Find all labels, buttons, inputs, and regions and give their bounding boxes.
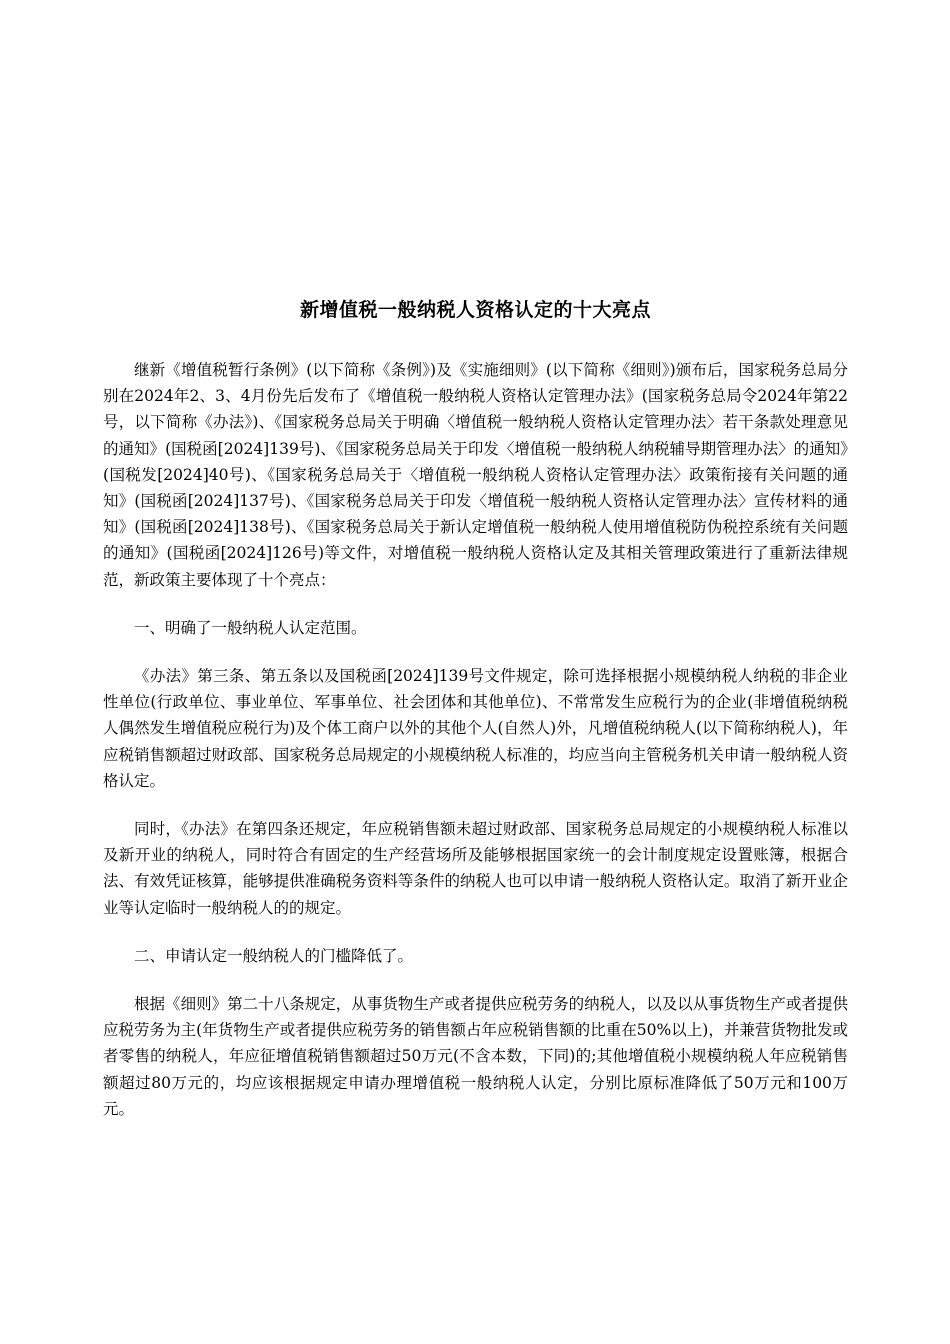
document-body <box>103 357 848 1144</box>
paragraph-intro: 继新《增值税暂行条例》(以下简称《条例》)及《实施细则》(以下简称《细则》)颁布后，国家税务总局分别在2024年2、3、4月份先后发布了《增值税一般纳税人资格认定管理办法》(国家税务总局令2024年第22号，以下简称《办法》)、《国家税务总局关于明确〈增值税一般纳税人资格认定管理办法〉若干条款处理意见的通知》(国税函[2024]139号)、《国家税务总局关于印发〈增值税一般纳税人纳税辅导期管理办法〉的通知》(国税发[2024]40号)、《国家税务总局关于〈增值税一般纳税人资格认定管理办法〉政策衔接有关问题的通知》(国税函[2024]137号)、《国家税务总局关于印发〈增值税一般纳税人资格认定管理办法〉宣传材料的通知》(国税函[2024]138号)、《国家税务总局关于新认定增值税一般纳税人使用增值税防伪税控系统有关问题的通知》(国税函[2024]126号)等文件，对增值税一般纳税人资格认定及其相关管理政策进行了重新法律规范，新政策主要体现了十个亮点： <box>103 361 848 589</box>
paragraph-point-2-threshold: 根据《细则》第二十八条规定，从事货物生产或者提供应税劳务的纳税人，以及以从事货物生产或者提供应税劳务为主(年货物生产或者提供应税劳务的销售额占年应税销售额的比重在50%以上)，并兼营货物批发或者零售的纳税人，年应征增值税销售额超过50万元(不含本数，下同)的;其他增值税小规模纳税人年应税销售额超过80万元的，均应该根据规定申请办理增值税一般纳税人认定，分别比原标准降低了50万元和100万元。 <box>103 995 848 1118</box>
heading-point-1: 一、明确了一般纳税人认定范围。 <box>134 618 367 637</box>
paragraph-point-1-article4: 同时，《办法》在第四条还规定，年应税销售额未超过财政部、国家税务总局规定的小规模纳税人标准以及新开业的纳税人，同时符合有固定的生产经营场所及能够根据国家统一的会计制度规定设置账簿，根据合法、有效凭证核算，能够提供准确税务资料等条件的纳税人也可以申请一般纳税人资格认定。取消了新开业企业等认定临时一般纳税人的的规定。 <box>103 820 848 917</box>
heading-point-2: 二、申请认定一般纳税人的门槛降低了。 <box>134 946 414 965</box>
paragraph-point-1-scope: 《办法》第三条、第五条以及国税函[2024]139号文件规定，除可选择根据小规模纳税人纳税的非企业性单位(行政单位、事业单位、军事单位、社会团体和其他单位)、不常常发生应税行为的企业(非增值税纳税人偶然发生增值税应税行为)及个体工商户以外的其他个人(自然人)外，凡增值税纳税人(以下简称纳税人)，年应税销售额超过财政部、国家税务总局规定的小规模纳税人标准的，均应当向主管税务机关申请一般纳税人资格认定。 <box>103 667 848 790</box>
document-title: 新增值税一般纳税人资格认定的十大亮点 <box>299 299 651 321</box>
